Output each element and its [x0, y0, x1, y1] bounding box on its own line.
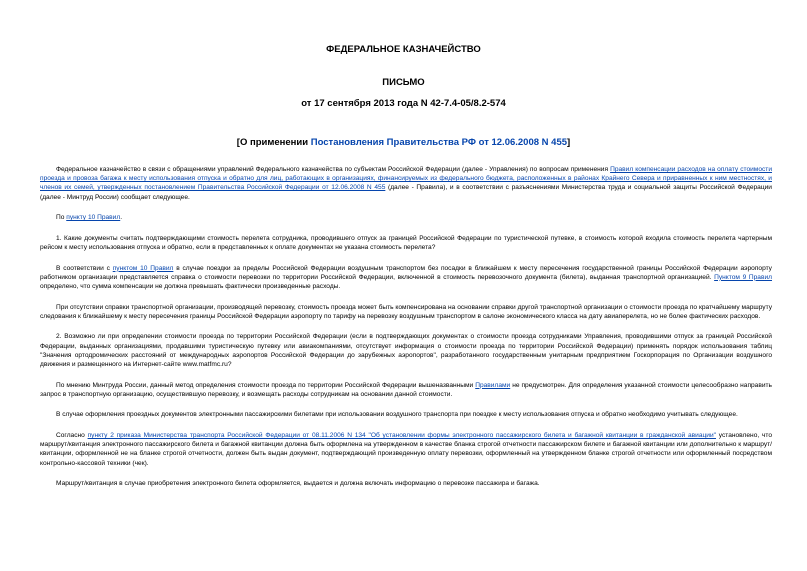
link-point-10-rules[interactable]: пунктом 10 Правил [112, 264, 174, 272]
paragraph-itinerary-receipt [40, 479, 772, 488]
text-run: установлено, что маршрут/квитанция электронного пассажирского билета и багажной квитанции должна быть оформлена на утвержденном в качестве бланка строгой отчетности пассажирском билете и багажной квитанции или дополнительно к маршрут/квитанции, оформленной не на бланке строгой отчетности, должен быть выдан документ, подтверждающий произведенную оплату перевозки, оформленный на утвержденном бланке строгой отчетности или оформленный посредством контрольно-кассовой техники (чек). [40, 431, 772, 467]
text-run: При отсутствии справки транспортной организации, производящей перевозку, стоимость проезда может быть компенсирована на основании справки другой транспортной организации о стоимости проезда по кратчайшему маршруту следования к ближайшему к месту пересечения границы Российской Федерации аэропорту по тарифу на перевозку воздушным транспортом в салоне экономического класса на дату авиаперелета, но не более фактических расходов. [40, 303, 772, 320]
paragraph-no-certificate [40, 303, 772, 321]
paragraph-point-10 [40, 213, 772, 222]
paragraph-intro [40, 165, 772, 202]
text-run: Согласно [56, 431, 88, 439]
paragraph-answer-2 [40, 381, 772, 399]
document-body [40, 165, 772, 500]
text-run: не предусмотрен. Для определения указанной стоимости целесообразно направить запрос в транспортную организацию, осуществившую перевозку, и возмещать расходы сотрудникам на основании данной стоимости. [40, 381, 772, 398]
text-run: Маршрут/квитанция в случае приобретения электронного билета оформляется, выдается и должна включать информацию о перевозке пассажира и багажа. [56, 480, 540, 488]
text-run: . [120, 214, 123, 222]
subtitle-link-resolution-455[interactable]: Постановления Правительства РФ от 12.06.2008 N 455 [310, 137, 568, 148]
text-run: в случае поездки за пределы Российской Федерации воздушным транспортом без посадки в ближайшем к месту пересечения государственной границы Российской Федерации аэропорту работником организации представляется справка о стоимости перевозки по территории Российской Федерации, включенной в стоимость перевозочного документа (билета), выданная транспортной организацией. [40, 264, 772, 281]
link-rules[interactable]: Правилами [475, 381, 511, 389]
text-run: 2. Возможно ли при определении стоимости проезда по территории Российской Федерации (если в подтверждающих документах о стоимости проезда сотрудниками Управления, проводившими отпуск за границей Российской Федерации, выданных организациями, продавшими туристическую путевку или авиакомпаниями, отсутствует информация о стоимости проезда по территории Российской Федерации) применять порядок использования таблиц "Значения ортодромических расстояний от международных аэропортов Российской Федерации до зарубежных аэропортов", разработанного государственным унитарным предприятием Госкорпорация по Организации воздушного движения и размещенного на Интернет-сайте www.matfmc.ru? [40, 333, 772, 368]
paragraph-question-1 [40, 234, 772, 252]
text-run: Федеральное казначейство в связи с обращениями управлений Федерального казначейства по субъектам Российской Федерации (далее - Управления) по вопросам применения [56, 166, 611, 173]
issuer-heading: ФЕДЕРАЛЬНОЕ КАЗНАЧЕЙСТВО [326, 44, 481, 55]
paragraph-question-2 [40, 332, 772, 369]
paragraph-e-tickets [40, 410, 772, 419]
paragraph-answer-1 [40, 264, 772, 292]
paragraph-order-134 [40, 431, 772, 468]
document-subtitle [0, 137, 807, 148]
subtitle-prefix: [О применении [236, 137, 311, 148]
link-point-10[interactable]: пункту 10 Правил [66, 214, 121, 222]
text-run: В соответствии с [56, 264, 113, 272]
document-date-number: от 17 сентября 2013 года N 42-7.4-05/8.2-574 [301, 98, 506, 109]
text-run: 1. Какие документы считать подтверждающими стоимость перелета сотрудника, проводившего отпуск за границей Российской Федерации по туристической путевке, в стоимость которой входила стоимость перелета чартерным рейсом к месту использования отпуска и обратно, если в представленных к оплате документах не указана стоимость перелета? [40, 234, 772, 251]
text-run: В случае оформления проездных документов электронными пассажирскими билетами при использовании воздушного транспорта при поездке к месту использования отпуска и обратно необходимо учитывать следующее. [56, 411, 738, 419]
text-run: По [56, 214, 67, 222]
document-type-heading: ПИСЬМО [382, 77, 425, 88]
text-run: определено, что сумма компенсации не должна превышать фактически произведенные расходы. [40, 283, 341, 290]
text-run: По мнению Минтруда России, данный метод определения стоимости проезда по территории Российской Федерации вышеназванными [56, 381, 476, 389]
link-order-134[interactable]: пункту 2 приказа Министерства транспорта Российской Федерации от 08.11.2006 N 134 "Об установлении формы электронного пассажирского билета и багажной квитанции в гражданской авиации" [87, 431, 716, 439]
subtitle-suffix: ] [567, 137, 571, 148]
text-run: (далее - Правила), и в соответствии с разъяснениями Министерства труда и социальной защиты Российской Федерации (далее - Минтруд России) сообщает следующее. [40, 184, 772, 201]
link-rules-455[interactable]: Правил компенсации расходов на оплату стоимости проезда и провоза багажа к месту использования отпуска и обратно для лиц, работающих в организациях, финансируемых из федерального бюджета, расположенных в районах Крайнего Севера и приравненных к ним местностях, и членов их семей, утвержденных постановлением Правительства Российской Федерации от 12.06.2008 N 455 [40, 166, 773, 192]
link-point-9-rules[interactable]: Пунктом 9 Правил [714, 273, 772, 281]
